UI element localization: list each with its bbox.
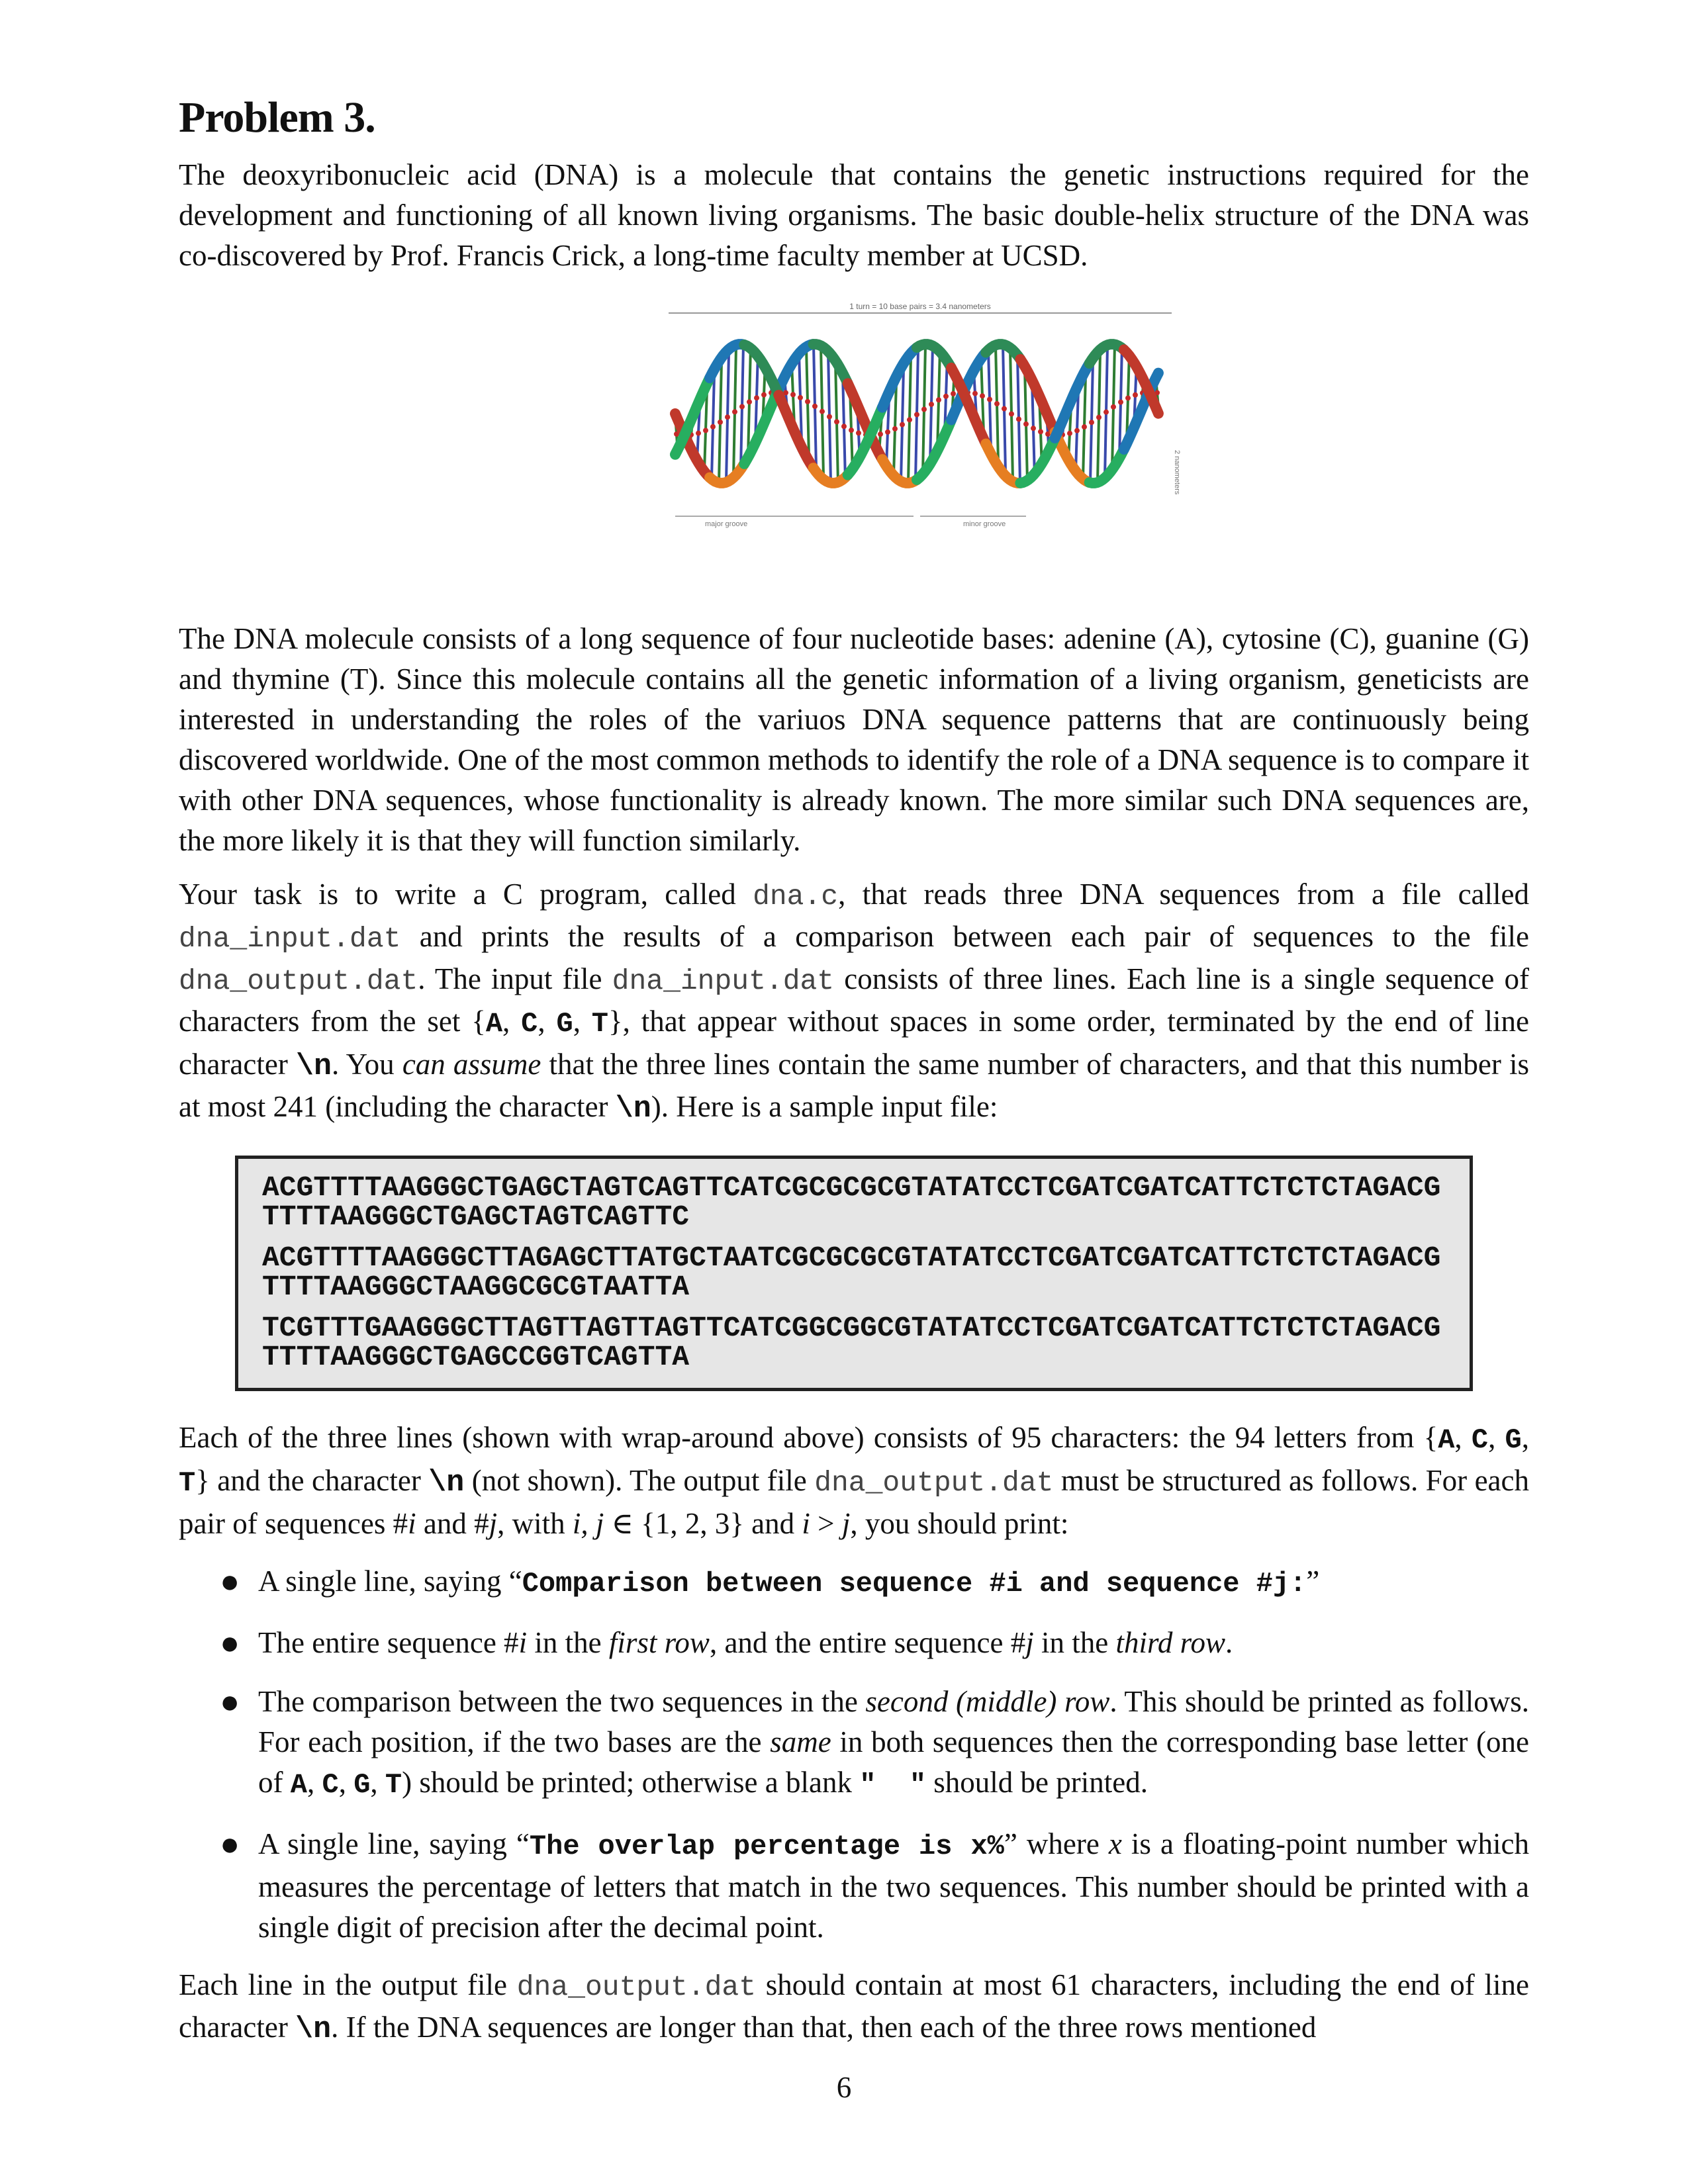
figure-right-label: 2 nanometers	[1173, 450, 1181, 495]
paragraph-task: Your task is to write a C program, called dna.c, that reads three DNA sequences from a file called dna_input.dat and prints the results of a comparison between each pair of sequences to the file dna_output.dat. The input file dna_input.dat consists of three lines. Each line is a single sequence of characters from the set {A, C, G, T}, that appear without spaces in some order, terminated by the end of line character \n. You can assume that the three lines contain the same number of characters, and that this number is at most 241 (including the character \n). Here is a sample input file:	[179, 878, 1530, 1126]
backbone-strand	[986, 444, 1020, 483]
sequence-line: ACGTTTTAAGGGCTTAGAGCTTATGCTAATCGCGCGCGTATATCCTCGATCGATCATTCTCTCTAGACGTTTTAAGGGCTAAGGCGCGTAATTA	[262, 1242, 1441, 1303]
atom-dot	[943, 394, 949, 399]
bullet-icon: ●	[220, 1825, 240, 1862]
atom-dot	[834, 419, 839, 424]
atom-dot	[1031, 426, 1036, 431]
sequence-line: ACGTTTTAAGGGCTGAGCTAGTCAGTTCATCGCGCGCGTATATCCTCGATCGATCATTCTCTCTAGACGTTTTAAGGGCTGAGCTAGTCAGTTC	[262, 1171, 1441, 1233]
atom-dot	[1111, 404, 1116, 410]
atom-dot	[914, 412, 919, 417]
figure-major-groove-label: major groove	[705, 520, 748, 528]
dna-helix-image	[523, 301, 1185, 579]
atom-dot	[980, 393, 985, 398]
problem-title: Problem 3.	[179, 93, 375, 142]
atom-dot	[929, 402, 934, 407]
atom-dot	[725, 414, 730, 420]
atom-dot	[790, 392, 796, 397]
output-requirements-list	[179, 1561, 1529, 1948]
atom-dot	[718, 420, 723, 425]
atom-dot	[856, 430, 861, 435]
atom-dot	[703, 428, 708, 433]
atom-dot	[805, 399, 810, 404]
atom-dot	[921, 407, 927, 412]
atom-dot	[841, 424, 847, 429]
bullet-icon: ●	[220, 1683, 240, 1720]
atom-dot	[951, 391, 956, 396]
list-item: ● The comparison between the two sequences in the second (middle) row. This should be printed as follows. For each position, if the two bases are the same in both sequences then the corresponding base letter (one of A, C, G, T) should be printed; otherwise a blank " " should be printed.	[220, 1683, 1529, 1801]
program-name: dna.c	[753, 880, 839, 913]
bullet-icon: ●	[220, 1624, 240, 1661]
atom-dot	[754, 395, 759, 400]
atom-dot	[710, 424, 716, 430]
atom-dot	[747, 399, 752, 404]
atom-dot	[1023, 422, 1029, 427]
atom-dot	[798, 395, 803, 400]
atom-dot	[1038, 429, 1043, 434]
atom-dot	[1103, 410, 1109, 415]
atom-dot	[885, 430, 890, 435]
newline-char: \n	[615, 1092, 651, 1126]
atom-dot	[739, 404, 745, 409]
atom-dot	[878, 432, 883, 437]
atom-dot	[972, 391, 978, 396]
atom-dot	[1002, 406, 1007, 412]
output-filename: dna_output.dat	[179, 965, 418, 997]
atom-dot	[1067, 431, 1072, 436]
helix-strands	[674, 344, 1160, 483]
page	[179, 93, 1529, 2050]
atom-dot	[1074, 428, 1080, 433]
atom-dot	[987, 396, 992, 402]
list-item: ● The entire sequence #i in the first row, and the entire sequence #j in the third row.	[258, 1623, 1529, 1663]
atom-dot	[1082, 424, 1087, 430]
atom-dot	[849, 428, 854, 433]
sequence-line: TCGTTTGAAGGGCTTAGTTAGTTAGTTCATCGGCGGCGTATATCCTCGATCGATCATTCTCTCTAGACGTTTTAAGGGCTGAGCCGGTCAGTTA	[262, 1312, 1441, 1373]
list-item: ● A single line, saying “Comparison between sequence #i and sequence #j:”	[258, 1561, 1529, 1604]
paragraph-output-format: Each of the three lines (shown with wrap-around above) consists of 95 characters: the 94 letters from {A, C, G, T} and the character \n (not shown). The output file dna_output.dat must be structured as follows. For each pair of sequences #i and #j, with i, j ∈ {1, 2, 3} and i > j, you should print:	[179, 1421, 1530, 1540]
backbone-strand	[710, 344, 744, 378]
figure-minor-groove-label: minor groove	[963, 520, 1006, 528]
atom-dot	[761, 392, 767, 398]
atom-dot	[1009, 411, 1014, 416]
newline-char: \n	[295, 1050, 332, 1083]
output-filename: dna_output.dat	[516, 1971, 757, 2003]
atom-dot	[812, 404, 818, 409]
atom-dot	[892, 426, 898, 432]
input-filename: dna_input.dat	[179, 923, 401, 955]
backbone-strand	[917, 344, 951, 368]
atom-dot	[1089, 420, 1094, 425]
input-filename: dna_input.dat	[612, 965, 835, 997]
atom-dot	[732, 409, 737, 414]
atom-dot	[827, 414, 832, 420]
atom-dot	[1133, 392, 1138, 398]
backbone-strand	[814, 344, 848, 383]
intro-paragraph: The deoxyribonucleic acid (DNA) is a molecule that contains the genetic instructions required for the development and functioning of all known living organisms. The basic double-helix structure of the DNA was co-discovered by Prof. Francis Crick, a long-time faculty member at UCSD.	[179, 158, 1529, 272]
list-item: ● A single line, saying “The overlap percentage is x%” where x is a floating-point number which measures the percentage of letters that match in the two sequences. This number should be printed with a single digit of precision after the decimal point.	[220, 1825, 1530, 1944]
atom-dot	[994, 401, 1000, 406]
atom-dot	[1125, 395, 1131, 400]
atom-dot	[1016, 416, 1021, 422]
paragraph-line-limit: Each line in the output file dna_output.dat should contain at most 61 characters, including the end of line character \n. If the DNA sequences are longer than that, then each of the three rows mentioned	[179, 1968, 1530, 2046]
paragraph-dna-bases: The DNA molecule consists of a long sequence of four nucleotide bases: adenine (A), cytosine (C), guanine (G) and thymine (T). Since this molecule contains all the genetic information of a living organism, geneticists are interested in understanding the roles of the variuos DNA sequence patterns that are continuously being discovered worldwide. One of the most common methods to identify the role of a DNA sequence is to compare it with other DNA sequences, whose functionality is already known. The more similar such DNA sequences are, the more likely it is that they will function similarly.	[179, 622, 1529, 857]
atom-dot	[1118, 400, 1123, 405]
atom-dot	[1096, 415, 1102, 420]
page-number: 6	[836, 2071, 852, 2104]
atom-dot	[696, 431, 701, 436]
atom-dot	[936, 397, 941, 402]
bullet-icon: ●	[220, 1563, 240, 1600]
figure-top-label: 1 turn = 10 base pairs = 3.4 nanometers	[849, 302, 991, 311]
sample-input-box	[235, 1156, 1473, 1391]
atom-dot	[900, 422, 905, 428]
atom-dot	[820, 409, 825, 414]
dna-figure	[179, 301, 1529, 579]
atom-dot	[907, 417, 912, 422]
output-filename: dna_output.dat	[814, 1467, 1054, 1499]
